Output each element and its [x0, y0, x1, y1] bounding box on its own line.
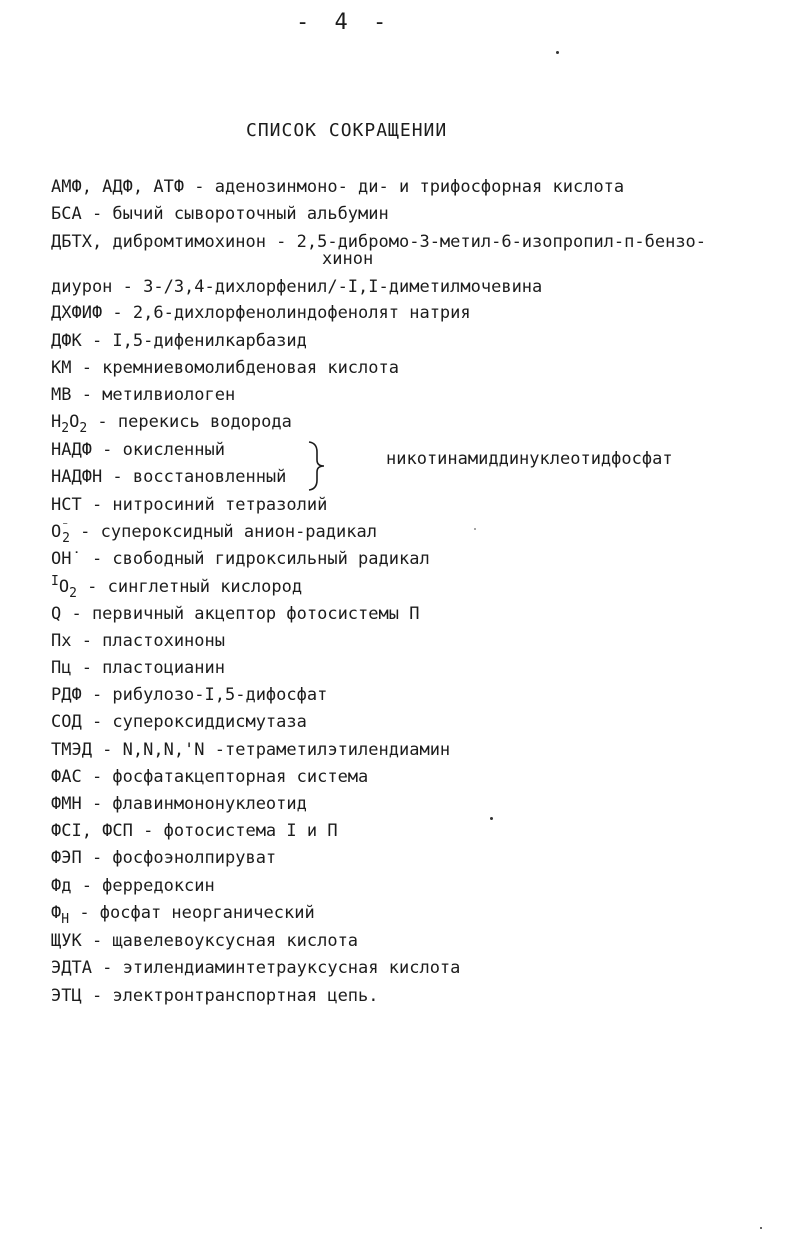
abbreviation-entry-q: Q - первичный акцептор фотосистемы П — [51, 604, 420, 624]
abbreviation-entry-h2o2 — [51, 412, 292, 434]
abbreviation-entry-dbtx-continuation: хинон — [322, 249, 374, 269]
nadf-group-label: никотинамиддинуклеотидфосфат — [386, 449, 673, 469]
abbreviation-entry-bsa: БСА - бычий сывороточный альбумин — [51, 204, 389, 224]
abbreviation-entry-singlet-oxygen — [51, 574, 303, 601]
abbreviation-entry-tmed: ТМЭД - N,N,N,'N -тетраметилэтилендиамин — [51, 740, 451, 760]
formula-subscript: 2 — [69, 586, 77, 601]
page-number: - 4 - — [296, 10, 393, 35]
formula-superscript: ⁻ — [61, 519, 70, 534]
abbreviation-definition: - супероксидный анион-радикал — [69, 522, 377, 542]
abbreviation-entry-pc: Пц - пластоцианин — [51, 658, 225, 678]
abbreviation-entry-diuron: диурон - 3-/3,4-дихлорфенил/-I,I-диметилмочевина — [51, 277, 543, 297]
abbreviation-entry-rdf: РДФ - рибулозо-I,5-дифосфат — [51, 685, 328, 705]
abbreviation-entry-fd: Фд - ферредоксин — [51, 876, 215, 896]
formula-o: O — [69, 412, 80, 432]
abbreviation-entry-fs: ФСI, ФСП - фотосистема I и П — [51, 821, 338, 841]
abbreviation-entry-nst: НСТ - нитросиний тетразолий — [51, 495, 328, 515]
abbreviation-entry-fep: ФЭП - фосфоэнолпируват — [51, 848, 277, 868]
abbreviation-entry-km: КМ - кремниевомолибденовая кислота — [51, 358, 399, 378]
curly-brace-icon — [303, 440, 327, 492]
abbreviation-definition: - перекись водорода — [87, 412, 292, 432]
scan-speck — [490, 817, 493, 820]
abbreviation-entry-dhfif: ДХФИФ - 2,6-дихлорфенолиндофенолят натрия — [51, 303, 471, 323]
formula-superscript: I — [51, 574, 59, 589]
scan-speck — [556, 51, 559, 54]
abbreviation-entry-fn — [51, 903, 315, 925]
abbreviation-entry-px: Пх - пластохиноны — [51, 631, 225, 651]
scan-speck — [474, 528, 476, 530]
abbreviation-entry-amf: АМФ, АДФ, АТФ - аденозинмоно- ди- и трифосфорная кислота — [51, 177, 625, 197]
abbreviation-entry-shuk: ЩУК - щавелевоуксусная кислота — [51, 931, 359, 951]
abbreviation-definition: - синглетный кислород — [76, 577, 303, 597]
abbreviation-entry-nadf: НАДФ - окисленный — [51, 440, 225, 460]
formula-subscript: 2 — [62, 531, 70, 546]
abbreviation-entry-dfk: ДФК - I,5-дифенилкарбазид — [51, 331, 307, 351]
formula-o: O — [58, 577, 70, 597]
abbreviation-entry-fas: ФАС - фосфатакцепторная система — [51, 767, 369, 787]
abbreviation-entry-hydroxyl: OH˙ - свободный гидроксильный радикал — [51, 549, 430, 569]
abbreviation-entry-mv: МВ - метилвиологен — [51, 385, 236, 405]
abbreviation-entry-superoxide — [51, 519, 377, 546]
formula-o: O — [51, 522, 62, 542]
page-title: СПИСОК СОКРАЩЕНИИ — [246, 120, 448, 141]
abbreviation-entry-etc: ЭТЦ - электронтранспортная цепь. — [51, 986, 379, 1006]
formula-subscript: Н — [61, 912, 70, 927]
scan-speck — [760, 1227, 762, 1229]
formula-subscript: 2 — [61, 421, 70, 436]
formula-h: H — [51, 412, 62, 432]
abbreviation-definition: - фосфат неорганический — [69, 903, 315, 923]
abbreviation-entry-fmn: ФМН - флавинмононуклеотид — [51, 794, 307, 814]
formula-f: Ф — [51, 903, 62, 923]
abbreviation-entry-sod: СОД - супероксиддисмутаза — [51, 712, 307, 732]
abbreviation-entry-edta: ЭДТА - этилендиаминтетрауксусная кислота — [51, 958, 461, 978]
formula-subscript: 2 — [79, 421, 88, 436]
abbreviation-entry-dbtx: ДБТХ, дибромтимохинон - 2,5-дибромо-3-метил-6-изопропил-п-бензо- — [51, 232, 707, 252]
abbreviation-entry-nadfn: НАДФН - восстановленный — [51, 467, 287, 487]
